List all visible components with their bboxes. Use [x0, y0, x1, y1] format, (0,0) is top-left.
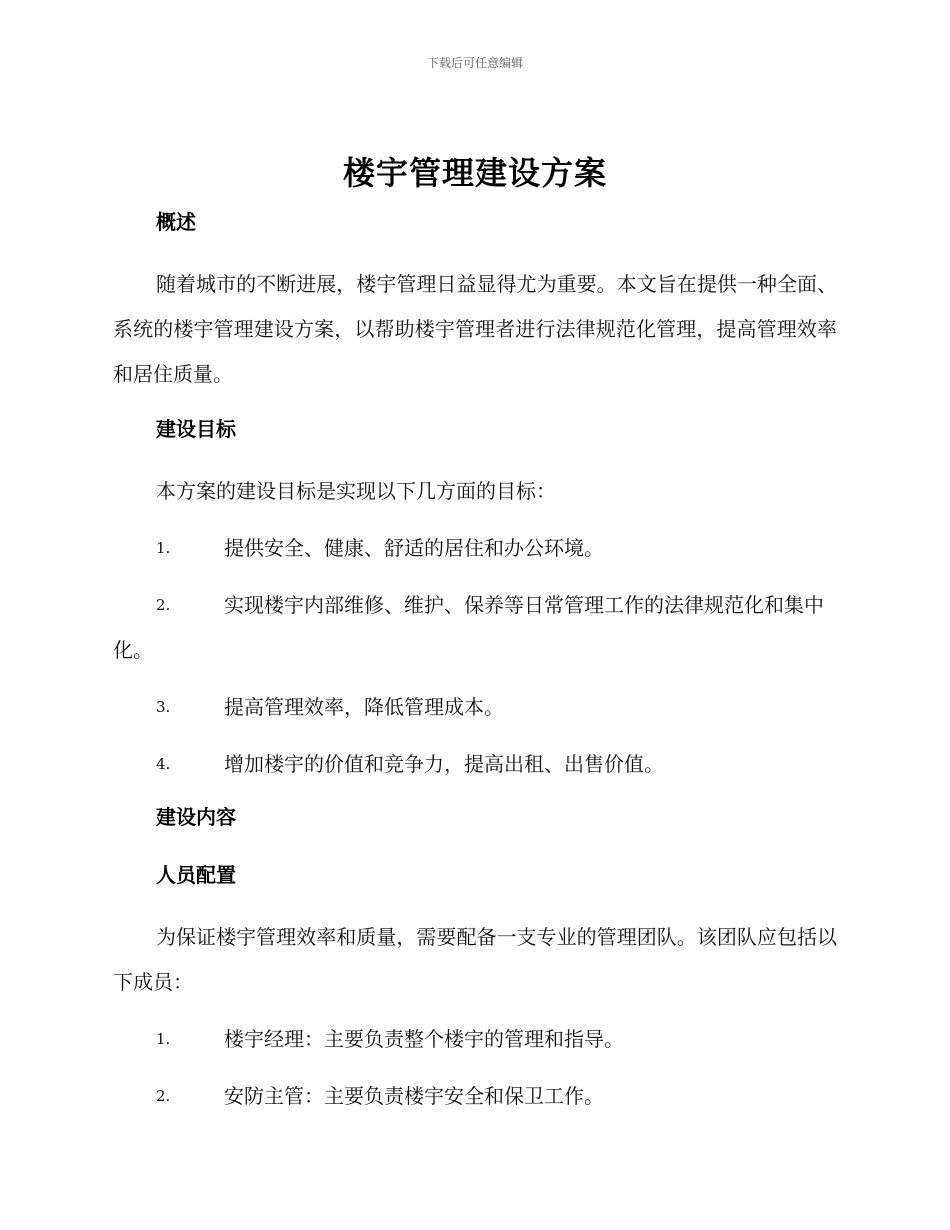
staff-item-1	[113, 1017, 837, 1062]
header-note: 下载后可任意编辑	[426, 56, 523, 70]
list-item-text: 增加楼宇的价值和竞争力，提高出租、出售价值。	[224, 752, 664, 776]
list-item-text: 提供安全、健康、舒适的居住和办公环境。	[224, 536, 604, 560]
section-heading-goals: 建设目标	[156, 417, 236, 441]
list-number: 4.	[156, 755, 171, 773]
document-body	[113, 204, 837, 1131]
goals-intro: 本方案的建设目标是实现以下几方面的目标：	[156, 479, 556, 503]
list-item-text: 实现楼宇内部维修、维护、保养等日常管理工作的法律规范化和集中化。	[113, 593, 824, 662]
goal-item-1	[113, 526, 837, 571]
document-title: 楼宇管理建设方案	[342, 154, 607, 192]
section-heading-overview: 概述	[156, 210, 196, 234]
goal-item-2	[113, 583, 837, 673]
list-number: 1.	[156, 1030, 171, 1048]
list-number: 3.	[156, 698, 171, 716]
list-number: 1.	[156, 539, 171, 557]
overview-paragraph: 随着城市的不断进展，楼宇管理日益显得尤为重要。本文旨在提供一种全面、系统的楼宇管理建设方案，以帮助楼宇管理者进行法律规范化管理，提高管理效率和居住质量。	[113, 272, 837, 386]
list-item-text: 安防主管：主要负责楼宇安全和保卫工作。	[224, 1084, 604, 1108]
list-number: 2.	[156, 596, 171, 614]
list-number: 2.	[156, 1087, 171, 1105]
section-heading-staffing: 人员配置	[156, 863, 236, 887]
list-item-text: 提高管理效率，降低管理成本。	[224, 695, 504, 719]
goal-item-3	[113, 685, 837, 730]
list-item-text: 楼宇经理：主要负责整个楼宇的管理和指导。	[224, 1027, 624, 1051]
goal-item-4	[113, 742, 837, 787]
staffing-intro: 为保证楼宇管理效率和质量，需要配备一支专业的管理团队。该团队应包括以下成员：	[113, 925, 837, 994]
section-heading-content: 建设内容	[156, 805, 236, 829]
staff-item-2	[113, 1074, 837, 1119]
